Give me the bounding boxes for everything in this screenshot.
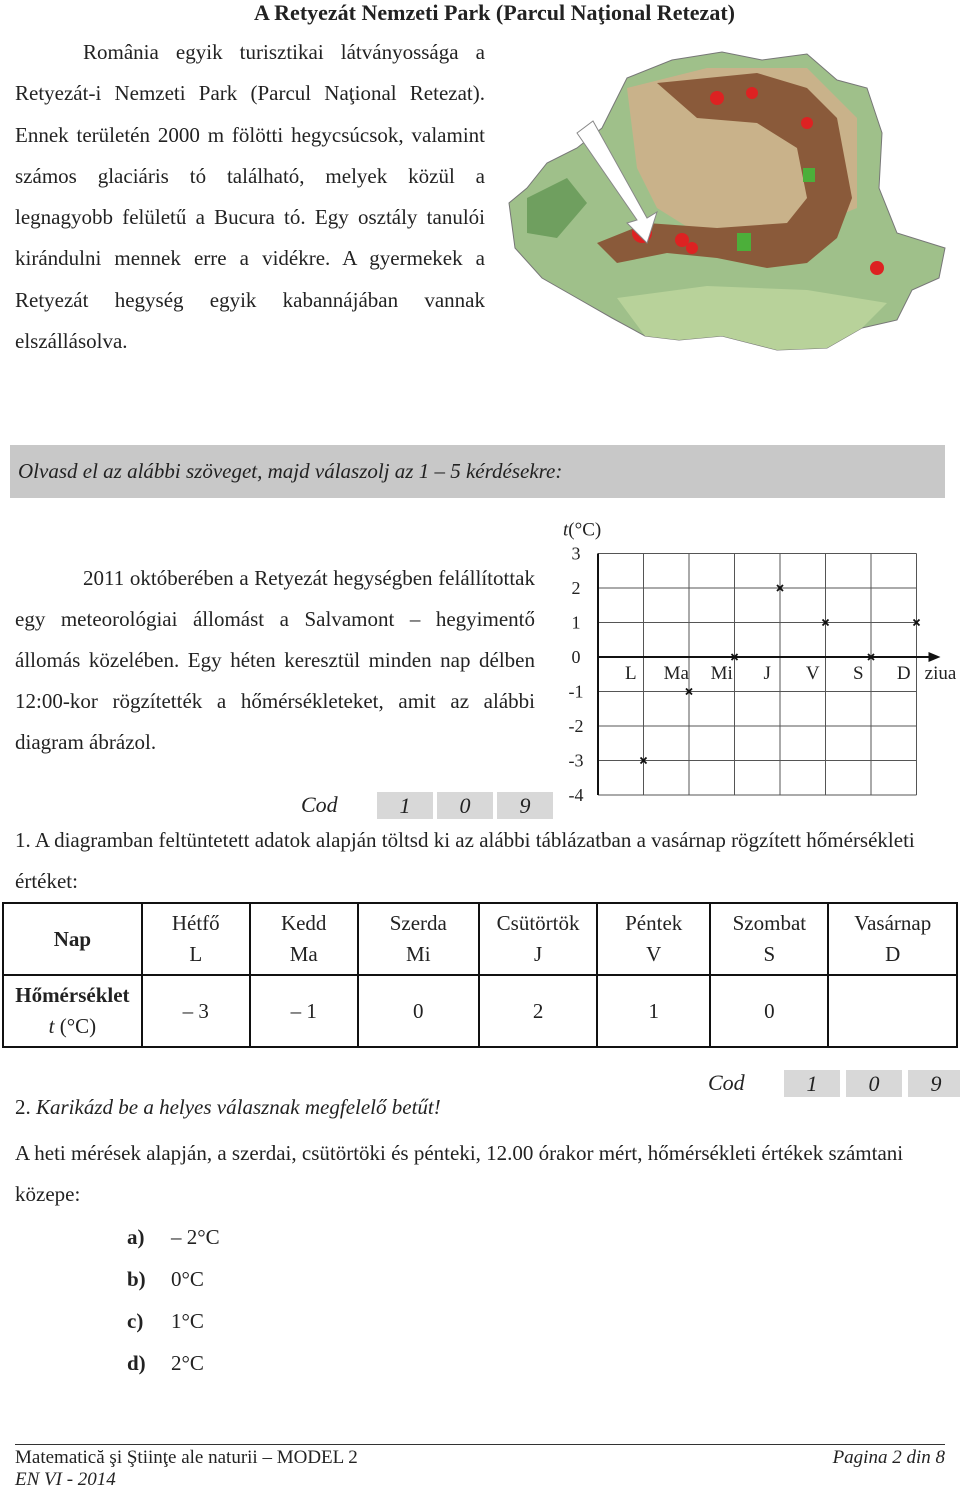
y-tick-label: -4	[568, 785, 584, 805]
y-tick-label: -2	[568, 716, 584, 736]
table-value-cell: – 1	[250, 975, 358, 1047]
page-title: A Retyezát Nemzeti Park (Parcul Naţional Retezat)	[254, 0, 735, 25]
code-label: Cod	[708, 1070, 745, 1095]
map-park-marker	[801, 117, 813, 129]
code-digit-box: 1	[377, 792, 433, 819]
y-axis-title: t(°C)	[563, 519, 602, 541]
table-value-cell: 1	[597, 975, 710, 1047]
y-tick-label: -3	[568, 750, 584, 771]
table-day-cell: Hétfő L	[142, 903, 250, 975]
x-tick-label: V	[805, 663, 820, 684]
table-day-cell: Szombat S	[710, 903, 828, 975]
x-axis-title: ziua	[924, 663, 957, 684]
footer-exam-title: Matematică şi Ştiinţe ale naturii – MODEL 2	[15, 1447, 358, 1468]
temperature-table	[2, 902, 958, 1048]
map-park-marker	[686, 242, 698, 254]
code-digit-box: 9	[497, 792, 553, 819]
x-tick-label: Ma	[663, 663, 689, 684]
map-park-marker	[710, 91, 724, 105]
option-d[interactable]: d) 2°C	[127, 1351, 204, 1375]
map-park-marker	[737, 233, 751, 251]
y-tick-label: 3	[571, 543, 581, 564]
map-park-marker	[870, 261, 884, 275]
chart-labels	[563, 520, 957, 806]
context-paragraph: 2011 októberében a Retyezát hegységben felállítottak egy meteorológiai állomást a Salvamont – hegyimentő állomás közelében. Egy héten keresztül minden nap délben 12:00-kor rögzítették a hőmérsékleteket, amit az alábbi diagram ábrázol.	[15, 566, 535, 754]
table-day-cell: Szerda Mi	[358, 903, 479, 975]
footer-exam-code: EN VI - 2014	[15, 1469, 116, 1486]
map-park-marker	[746, 87, 758, 99]
table-answer-cell[interactable]	[828, 975, 957, 1047]
code-label: Cod	[301, 792, 338, 817]
y-tick-label: 0	[571, 647, 581, 667]
code-digit-box: 1	[784, 1070, 840, 1097]
romania-map-image	[507, 28, 947, 366]
x-tick-label: S	[852, 663, 864, 684]
question-2-text: A heti mérések alapján, a szerdai, csütörtöki és pénteki, 12.00 órakor mért, hőmérsékleti értékek számtani közepe:	[15, 1141, 904, 1206]
page-footer	[15, 1444, 945, 1486]
x-tick-label: L	[624, 663, 637, 684]
x-tick-label: D	[896, 663, 911, 684]
table-header-day: Nap	[3, 903, 142, 975]
footer-page-number: Pagina 2 din 8	[832, 1447, 945, 1468]
table-row	[3, 903, 957, 975]
table-value-cell: 0	[358, 975, 479, 1047]
y-tick-label: 1	[571, 612, 581, 633]
intro-paragraph: România egyik turisztikai látványossága a Retyezát-i Nemzeti Park (Parcul Naţional Retezat). Ennek területén 2000 m fölötti hegycsúcsok, valamint számos glaciáris tó található, melyek közül a legnagyobb felületű a Bucura tó. Egy osztály tanulói kirándulni mennek erre a vidékre. A gyermekek a Retyezát hegység egyik kabannájában vannak elszállásolva.	[15, 40, 485, 354]
table-value-cell: – 3	[142, 975, 250, 1047]
x-axis-arrow	[929, 652, 941, 662]
table-day-cell: Kedd Ma	[250, 903, 358, 975]
table-day-cell: Csütörtök J	[479, 903, 597, 975]
table-value-cell: 0	[710, 975, 828, 1047]
option-a[interactable]: a) – 2°C	[127, 1225, 220, 1249]
table-day-cell: Vasárnap D	[828, 903, 957, 975]
x-tick-label: Mi	[710, 663, 733, 684]
table-value-cell: 2	[479, 975, 597, 1047]
table-day-cell: Péntek V	[597, 903, 710, 975]
code-digit-box: 9	[908, 1070, 960, 1097]
map-park-marker	[803, 168, 815, 182]
code-section-1	[301, 792, 541, 820]
x-tick-label: J	[763, 663, 771, 684]
question-1: 1. A diagramban feltüntetett adatok alapján töltsd ki az alábbi táblázatban a vasárnap rögzített hőmérsékleti értéket:	[15, 828, 915, 893]
y-tick-label: -1	[568, 681, 584, 702]
code-digit-box: 0	[846, 1070, 902, 1097]
table-header-temperature: Hőmérséklet t (°C)	[3, 975, 142, 1047]
table-row	[3, 975, 957, 1047]
option-b[interactable]: b) 0°C	[127, 1267, 204, 1291]
question-2-heading: 2. Karikázd be a helyes válasznak megfelelő betűt!	[15, 1095, 441, 1119]
y-tick-label: 2	[571, 578, 581, 598]
option-c[interactable]: c) 1°C	[127, 1309, 204, 1333]
temperature-chart	[540, 508, 960, 808]
instruction-banner: Olvasd el az alábbi szöveget, majd válaszolj az 1 – 5 kérdésekre:	[10, 445, 945, 498]
code-section-2	[708, 1070, 953, 1098]
code-digit-box: 0	[437, 792, 493, 819]
